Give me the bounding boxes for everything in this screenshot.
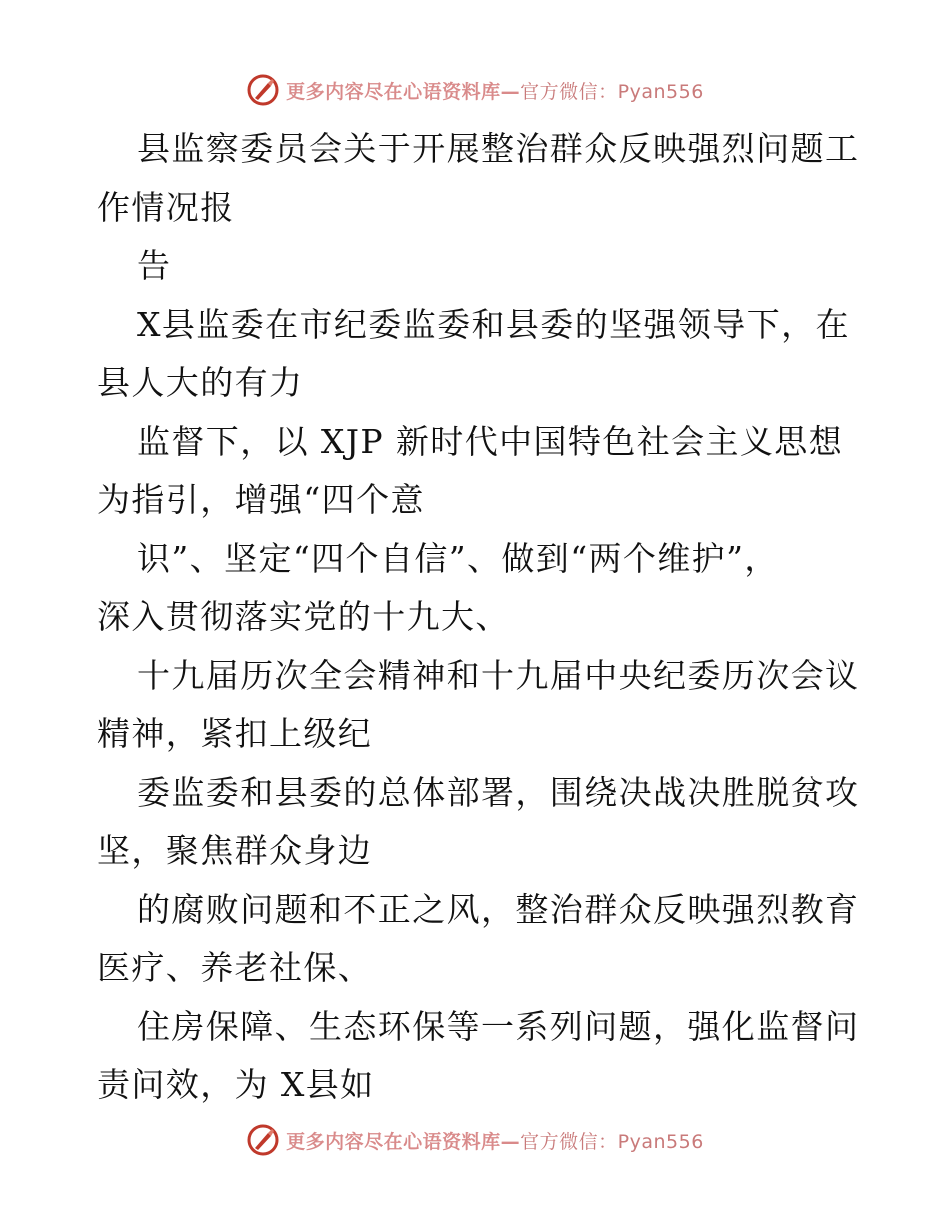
document-line: 住房保障、生态环保等一系列问题，强化监督问 — [137, 1006, 860, 1046]
document-line: 坚，聚焦群众身边 — [97, 831, 373, 870]
document-line: 县人大的有力 — [97, 363, 304, 402]
document-line: 深入贯彻落实党的十九大、 — [97, 597, 510, 636]
document-line: 委监委和县委的总体部署，围绕决战决胜脱贫攻 — [137, 772, 860, 812]
watermark-brand: 更多内容尽在心语资料库 — [286, 80, 501, 103]
document-line: 十九届历次全会精神和十九届中央纪委历次会议 — [137, 655, 860, 695]
watermark-separator: — — [500, 1130, 521, 1153]
watermark-text — [286, 77, 704, 104]
document-line: 为指引，增强“四个意 — [97, 480, 425, 519]
document-line: 责问效，为 X县如 — [97, 1065, 375, 1104]
document-line: 的腐败问题和不正之风，整治群众反映强烈教育 — [137, 889, 860, 929]
document-line: 监督下，以 XJP 新时代中国特色社会主义思想 — [137, 421, 844, 461]
pen-logo-icon — [246, 1123, 280, 1157]
watermark-separator: — — [500, 80, 521, 103]
watermark-brand: 更多内容尽在心语资料库 — [286, 1130, 501, 1153]
watermark-banner-bottom — [0, 1120, 950, 1160]
document-body — [97, 120, 867, 1115]
watermark-banner-top — [0, 70, 950, 110]
watermark-wechat: 官方微信：Pyan556 — [520, 80, 704, 103]
document-line: 识”、坚定“四个自信”、做到“两个维护”， — [137, 538, 779, 578]
document-line: 医疗、养老社保、 — [97, 948, 373, 987]
document-line: X县监委在市纪委监委和县委的坚强领导下，在 — [137, 304, 850, 344]
watermark-text — [286, 1127, 704, 1154]
pen-logo-icon — [246, 73, 280, 107]
document-line: 作情况报 — [97, 187, 235, 227]
document-line: 精神，紧扣上级纪 — [97, 714, 373, 753]
watermark-wechat: 官方微信：Pyan556 — [520, 1130, 704, 1153]
document-line: 告 — [137, 246, 172, 285]
document-line: 县监察委员会关于开展整治群众反映强烈问题工 — [137, 129, 860, 168]
